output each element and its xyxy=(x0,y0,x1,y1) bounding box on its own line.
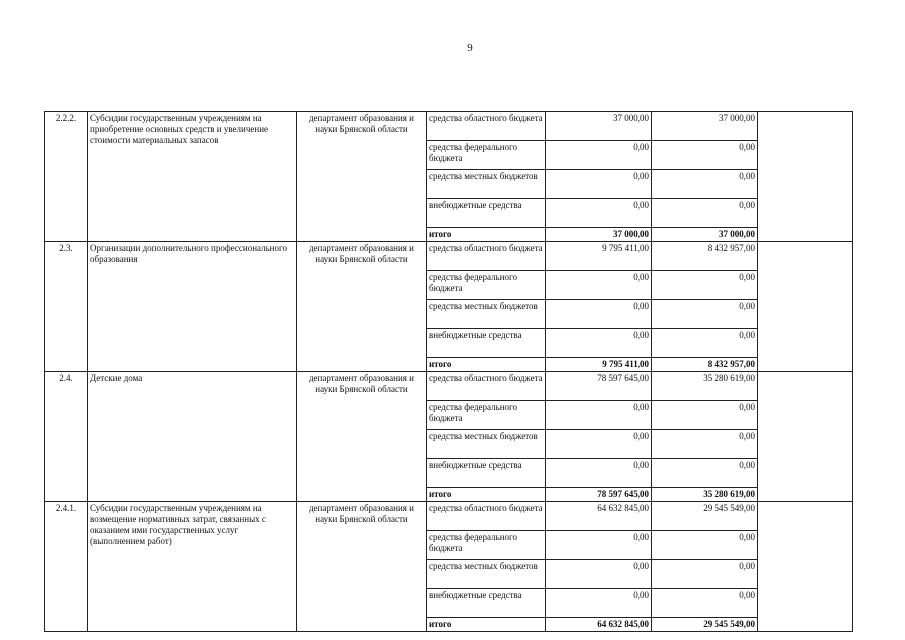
section-department: департамент образования и науки Брянской области xyxy=(297,242,427,372)
amount-col-1: 0,00 xyxy=(546,170,652,199)
amount-col-1: 64 632 845,00 xyxy=(546,502,652,531)
section-code: 2.2.2. xyxy=(45,112,88,242)
section-department: департамент образования и науки Брянской области xyxy=(297,112,427,242)
funding-source: средства федерального бюджета xyxy=(427,141,546,170)
table-row xyxy=(45,112,853,141)
funding-source: средства федерального бюджета xyxy=(427,271,546,300)
funding-source: средства федерального бюджета xyxy=(427,531,546,560)
amount-col-2: 0,00 xyxy=(652,589,758,618)
funding-source: средства федерального бюджета xyxy=(427,401,546,430)
amount-col-1: 9 795 411,00 xyxy=(546,242,652,271)
amount-col-2: 8 432 957,00 xyxy=(652,242,758,271)
empty-cell xyxy=(758,242,853,372)
funding-source: внебюджетные средства xyxy=(427,329,546,358)
funding-source: итого xyxy=(427,488,546,502)
amount-col-1: 0,00 xyxy=(546,459,652,488)
amount-col-2: 35 280 619,00 xyxy=(652,488,758,502)
amount-col-1: 0,00 xyxy=(546,560,652,589)
budget-table xyxy=(44,111,853,632)
amount-col-2: 0,00 xyxy=(652,271,758,300)
empty-cell xyxy=(758,502,853,632)
amount-col-1: 0,00 xyxy=(546,329,652,358)
funding-source: средства местных бюджетов xyxy=(427,300,546,329)
amount-col-1: 9 795 411,00 xyxy=(546,358,652,372)
amount-col-2: 0,00 xyxy=(652,459,758,488)
section-department: департамент образования и науки Брянской области xyxy=(297,502,427,632)
funding-source: средства местных бюджетов xyxy=(427,560,546,589)
amount-col-2: 37 000,00 xyxy=(652,228,758,242)
funding-source: средства областного бюджета xyxy=(427,112,546,141)
funding-source: внебюджетные средства xyxy=(427,589,546,618)
amount-col-2: 0,00 xyxy=(652,199,758,228)
amount-col-2: 0,00 xyxy=(652,531,758,560)
section-name: Субсидии государственным учреждениям на приобретение основных средств и увеличение стоимости материальных запасов xyxy=(88,112,297,242)
section-code: 2.3. xyxy=(45,242,88,372)
amount-col-2: 0,00 xyxy=(652,300,758,329)
funding-source: средства областного бюджета xyxy=(427,502,546,531)
amount-col-2: 0,00 xyxy=(652,170,758,199)
table-row xyxy=(45,502,853,531)
amount-col-2: 29 545 549,00 xyxy=(652,502,758,531)
section-name: Детские дома xyxy=(88,372,297,502)
amount-col-1: 0,00 xyxy=(546,430,652,459)
funding-source: средства местных бюджетов xyxy=(427,170,546,199)
amount-col-1: 78 597 645,00 xyxy=(546,372,652,401)
amount-col-2: 0,00 xyxy=(652,401,758,430)
section-code: 2.4.1. xyxy=(45,502,88,632)
funding-source: средства местных бюджетов xyxy=(427,430,546,459)
section-department: департамент образования и науки Брянской области xyxy=(297,372,427,502)
section-code: 2.4. xyxy=(45,372,88,502)
amount-col-1: 0,00 xyxy=(546,199,652,228)
amount-col-2: 35 280 619,00 xyxy=(652,372,758,401)
amount-col-2: 29 545 549,00 xyxy=(652,618,758,632)
funding-source: итого xyxy=(427,358,546,372)
amount-col-1: 0,00 xyxy=(546,300,652,329)
funding-source: средства областного бюджета xyxy=(427,372,546,401)
funding-source: итого xyxy=(427,618,546,632)
amount-col-2: 8 432 957,00 xyxy=(652,358,758,372)
amount-col-1: 37 000,00 xyxy=(546,228,652,242)
amount-col-1: 64 632 845,00 xyxy=(546,618,652,632)
amount-col-2: 0,00 xyxy=(652,141,758,170)
amount-col-1: 0,00 xyxy=(546,401,652,430)
funding-source: средства областного бюджета xyxy=(427,242,546,271)
amount-col-2: 37 000,00 xyxy=(652,112,758,141)
amount-col-2: 0,00 xyxy=(652,430,758,459)
funding-source: внебюджетные средства xyxy=(427,199,546,228)
amount-col-1: 0,00 xyxy=(546,141,652,170)
empty-cell xyxy=(758,372,853,502)
amount-col-1: 0,00 xyxy=(546,531,652,560)
section-name: Организации дополнительного профессионального образования xyxy=(88,242,297,372)
amount-col-1: 0,00 xyxy=(546,589,652,618)
amount-col-1: 37 000,00 xyxy=(546,112,652,141)
amount-col-1: 0,00 xyxy=(546,271,652,300)
table-row xyxy=(45,372,853,401)
funding-source: итого xyxy=(427,228,546,242)
table-row xyxy=(45,242,853,271)
section-name: Субсидии государственным учреждениям на возмещение нормативных затрат, связанных с оказанием ими государственных услуг (выполнением работ) xyxy=(88,502,297,632)
amount-col-1: 78 597 645,00 xyxy=(546,488,652,502)
funding-source: внебюджетные средства xyxy=(427,459,546,488)
empty-cell xyxy=(758,112,853,242)
amount-col-2: 0,00 xyxy=(652,329,758,358)
page-number: 9 xyxy=(467,42,473,54)
amount-col-2: 0,00 xyxy=(652,560,758,589)
